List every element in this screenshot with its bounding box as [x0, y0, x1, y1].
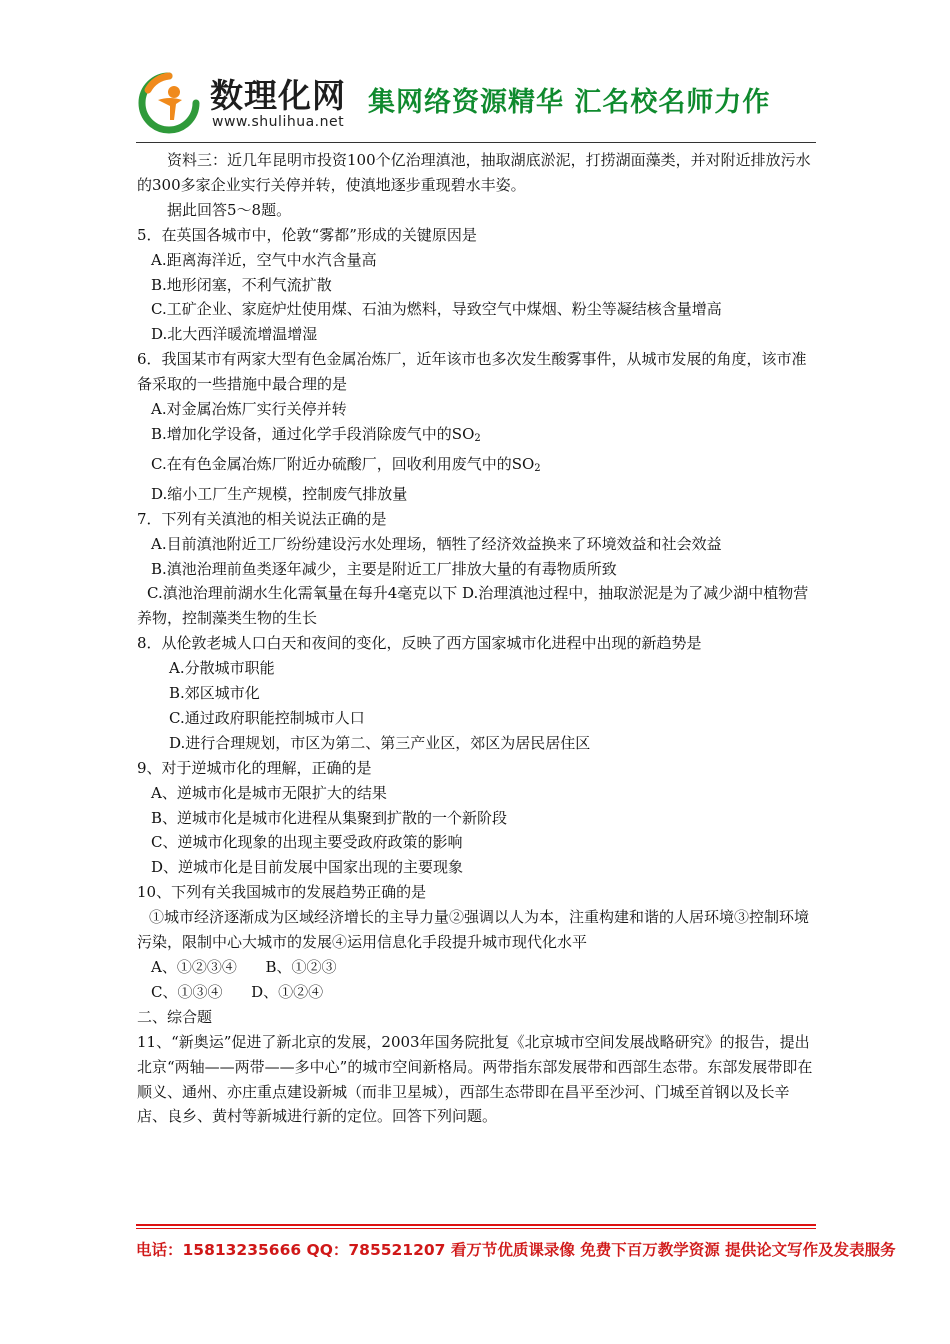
subscript-2: 2 [474, 432, 481, 444]
question-8-option-d: D.进行合理规划，市区为第二、第三产业区，郊区为居民居住区 [169, 733, 591, 752]
question-5-option-c: C.工矿企业、家庭炉灶使用煤、石油为燃料，导致空气中煤烟、粉尘等凝结核含量增高 [151, 300, 722, 319]
question-5-option-d: D.北大西洋暖流增温增湿 [151, 325, 318, 344]
question-9-option-a: A、逆城市化是城市无限扩大的结果 [151, 783, 387, 802]
answer-instruction: 据此回答5～8题。 [167, 200, 292, 219]
question-8-option-c: C.通过政府职能控制城市人口 [169, 708, 365, 727]
question-8-option-a: A.分散城市职能 [169, 659, 275, 678]
question-5-stem: 5．在英国各城市中，伦敦“雾都”形成的关键原因是 [137, 225, 477, 244]
question-6-option-a: A.对金属冶炼厂实行关停并转 [151, 400, 347, 419]
question-10-options-cd: C、①③④ D、①②④ [151, 982, 324, 1001]
question-7-stem: 7．下列有关滇池的相关说法正确的是 [137, 509, 387, 528]
page-header [136, 68, 816, 140]
question-10-options-ab: A、①②③④ B、①②③ [151, 958, 337, 976]
question-7-option-a: A.目前滇池附近工厂纷纷建设污水处理场，牺牲了经济效益换来了环境效益和社会效益 [151, 534, 722, 553]
question-6-option-c [137, 452, 815, 482]
question-6-option-d: D.缩小工厂生产规模，控制废气排放量 [151, 484, 408, 503]
question-6-option-b-text: B.增加化学设备，通过化学手段消除废气中的SO [151, 424, 475, 443]
header-divider [136, 142, 816, 143]
question-6-option-b [137, 422, 815, 452]
question-10-statements: ①城市经济逐渐成为区域经济增长的主导力量②强调以人为本，注重构建和谐的人居环境③控制环境污染，限制中心大城市的发展④运用信息化手段提升城市现代化水平 [137, 908, 810, 952]
subscript-2: 2 [534, 462, 541, 474]
question-6-stem: 6．我国某市有两家大型有色金属冶炼厂，近年该市也多次发生酸雾事件，从城市发展的角度，该市准备采取的一些措施中最合理的是 [137, 350, 807, 394]
question-11-text: 11、“新奥运”促进了新北京的发展，2003年国务院批复《北京城市空间发展战略研究》的报告，提出北京“两轴——两带——多中心”的城市空间新格局。两带指东部发展带和西部生态带。东部发展带即在顺义、通州、亦庄重点建设新城（而非卫星城），西部生态带即在昌平至沙河、门城至首钢以及长辛店、良乡、黄村等新城进行新的定位。回答下列问题。 [137, 1032, 813, 1126]
section-2-heading: 二、综合题 [137, 1007, 213, 1026]
site-name: 数理化网 [210, 76, 346, 115]
footer-divider-thin [136, 1228, 816, 1229]
question-8-option-b: B.郊区城市化 [169, 684, 260, 703]
question-5-option-a: A.距离海洋近，空气中水汽含量高 [151, 250, 377, 269]
question-7-option-b: B.滇池治理前鱼类逐年减少，主要是附近工厂排放大量的有毒物质所致 [151, 559, 617, 578]
material-paragraph: 资料三：近几年昆明市投资100个亿治理滇池，抽取湖底淤泥，打捞湖面藻类，并对附近排放污水的300多家企业实行关停并转，使滇地逐步重现碧水丰姿。 [137, 151, 811, 194]
shulihua-logo-icon [136, 70, 202, 136]
question-10-stem: 10、下列有关我国城市的发展趋势正确的是 [137, 883, 427, 902]
footer-contact: 电话：15813235666 QQ：785521207 看万节优质课录像 免费下百万教学资源 提供论文写作及发表服务 [136, 1241, 896, 1259]
header-slogan: 集网络资源精华 汇名校名师力作 [368, 87, 771, 118]
question-5-option-b: B.地形闭塞，不利气流扩散 [151, 275, 332, 294]
question-8-stem: 8．从伦敦老城人口白天和夜间的变化，反映了西方国家城市化进程中出现的新趋势是 [137, 634, 702, 653]
footer-divider [136, 1224, 816, 1226]
question-9-option-c: C、逆城市化现象的出现主要受政府政策的影响 [151, 833, 463, 852]
question-9-option-d: D、逆城市化是目前发展中国家出现的主要现象 [151, 858, 464, 877]
question-6-option-c-text: C.在有色金属冶炼厂附近办硫酸厂，回收利用废气中的SO [151, 454, 535, 473]
question-9-option-b: B、逆城市化是城市化进程从集聚到扩散的一个新阶段 [151, 808, 508, 827]
question-9-stem: 9、对于逆城市化的理解，正确的是 [137, 758, 372, 777]
document-body [137, 148, 815, 1129]
site-url[interactable]: www.shulihua.net [212, 114, 345, 130]
question-7-option-cd: C.滇池治理前湖水生化需氧量在每升4毫克以下 D.治理滇池过程中，抽取淤泥是为了减少湖中植物营养物，控制藻类生物的生长 [137, 584, 809, 628]
